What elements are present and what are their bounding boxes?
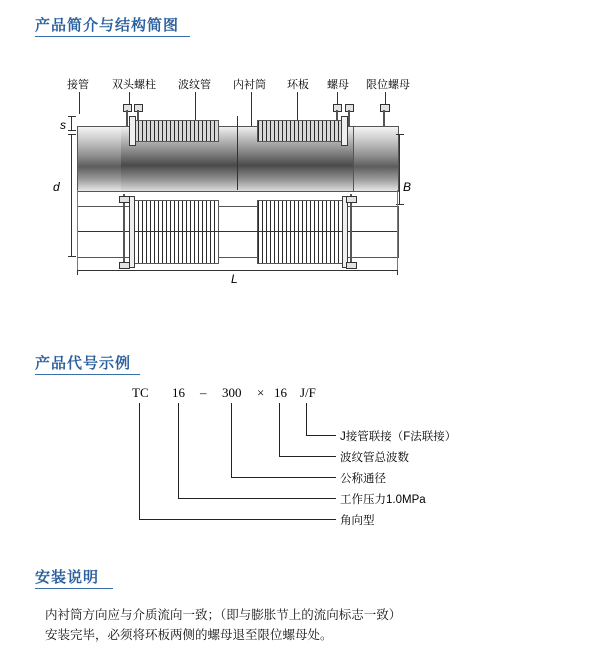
dimension-line-d bbox=[71, 134, 72, 256]
code-connector-5 bbox=[139, 519, 336, 520]
lower-nut-left-top bbox=[119, 196, 130, 203]
code-desc-diameter: 公称通径 bbox=[340, 473, 386, 485]
code-connector-4 bbox=[178, 498, 336, 499]
code-token-diameter: 300 bbox=[222, 385, 242, 400]
bellows-left bbox=[133, 120, 219, 142]
callout-label-huanban: 环板 bbox=[287, 79, 309, 91]
limit-rod-top bbox=[383, 110, 385, 126]
pipe-stub-left bbox=[77, 126, 123, 192]
code-leader-5 bbox=[139, 403, 140, 519]
lower-ring-plate-left bbox=[129, 196, 135, 268]
lower-bellows-left bbox=[133, 200, 219, 264]
dimension-line-b bbox=[399, 134, 400, 204]
dimension-label-l: L bbox=[231, 272, 238, 286]
section-underline-intro bbox=[35, 36, 190, 37]
dimension-tick-d-top bbox=[68, 134, 76, 135]
callout-label-shuangtoulvzhu: 双头螺柱 bbox=[112, 79, 156, 91]
bellows-right bbox=[257, 120, 343, 142]
lower-stud-left bbox=[123, 194, 125, 268]
product-code-diagram bbox=[0, 385, 600, 550]
code-leader-1 bbox=[306, 403, 307, 435]
callout-label-xianweiluomu: 限位螺母 bbox=[366, 79, 410, 91]
dimension-label-s: s bbox=[60, 118, 66, 132]
limit-nut-top bbox=[380, 104, 390, 112]
lower-nut-right-top bbox=[346, 196, 357, 203]
center-seam bbox=[237, 116, 238, 190]
code-token-times: × bbox=[257, 385, 265, 400]
structure-diagram bbox=[55, 68, 535, 288]
code-token-waves: 16 bbox=[274, 385, 287, 400]
lower-ring-plate-right bbox=[342, 196, 348, 268]
lower-nut-left-bottom bbox=[119, 262, 130, 269]
code-connector-3 bbox=[231, 477, 336, 478]
dimension-label-b: B bbox=[403, 180, 412, 194]
extension-line-right bbox=[397, 190, 398, 270]
dimension-line-s bbox=[71, 116, 72, 130]
pipe-stub-right bbox=[353, 126, 399, 192]
dimension-tick-s-bottom bbox=[68, 130, 76, 131]
callout-label-bowenguan: 波纹管 bbox=[178, 79, 211, 91]
section-title-install: 安装说明 bbox=[35, 569, 100, 586]
ring-plate-right bbox=[341, 116, 348, 146]
section-title-code: 产品代号示例 bbox=[35, 355, 132, 372]
lower-nut-right-bottom bbox=[346, 262, 357, 269]
code-connector-1 bbox=[306, 435, 336, 436]
lower-center-line bbox=[77, 231, 397, 232]
code-connector-2 bbox=[279, 456, 336, 457]
code-token-pressure: 16 bbox=[172, 385, 185, 400]
install-note-2: 安装完毕，必须将环板两侧的螺母退至限位螺母处。 bbox=[45, 628, 333, 642]
code-desc-waves: 波纹管总波数 bbox=[340, 452, 409, 464]
section-title-intro: 产品简介与结构简图 bbox=[35, 17, 180, 34]
dimension-line-l bbox=[77, 270, 397, 271]
code-token-connection: J/F bbox=[300, 385, 316, 400]
leader-line-1 bbox=[79, 92, 80, 114]
lower-bellows-right bbox=[257, 200, 343, 264]
code-token-tc: TC bbox=[132, 385, 149, 400]
code-leader-4 bbox=[178, 403, 179, 498]
stud-rod-right-2 bbox=[348, 110, 350, 126]
extension-line-left bbox=[77, 190, 78, 270]
lower-stud-right bbox=[350, 194, 352, 268]
code-desc-pressure: 工作压力1.0MPa bbox=[340, 494, 426, 506]
code-desc-connection: J接管联接（F法联接） bbox=[340, 431, 457, 443]
code-token-dash: – bbox=[200, 385, 207, 400]
callout-label-neichentong: 内衬筒 bbox=[233, 79, 266, 91]
ring-plate-left bbox=[129, 116, 136, 146]
code-desc-type: 角向型 bbox=[340, 515, 375, 527]
code-leader-3 bbox=[231, 403, 232, 477]
dimension-tick-b-top bbox=[396, 134, 404, 135]
callout-label-luomu: 螺母 bbox=[327, 79, 349, 91]
section-underline-code bbox=[35, 374, 140, 375]
stud-rod-left bbox=[126, 110, 128, 126]
dimension-tick-s-top bbox=[68, 116, 76, 117]
install-note-1: 内衬筒方向应与介质流向一致；（即与膨胀节上的流向标志一致） bbox=[45, 608, 402, 622]
dimension-label-d: d bbox=[53, 180, 60, 194]
code-leader-2 bbox=[279, 403, 280, 456]
dimension-tick-d-bottom bbox=[68, 256, 76, 257]
callout-label-jieguan: 接管 bbox=[67, 79, 89, 91]
section-underline-install bbox=[35, 588, 113, 589]
